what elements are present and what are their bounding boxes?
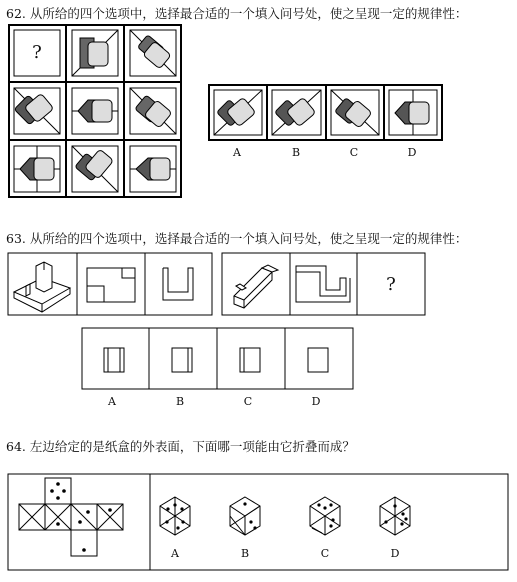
q63-label-d: D — [311, 395, 321, 408]
q62-label-a: A — [233, 146, 241, 159]
q63-option-d — [308, 348, 328, 372]
q64-title: 64. 左边给定的是纸盒的外表面，下面哪一项能由它折叠而成？ — [6, 439, 355, 454]
q62-option-d — [395, 90, 429, 135]
q63-title: 63. 从所给的四个选项中，选择最合适的一个填入问号处，使之呈现一定的规律性： — [6, 231, 468, 246]
q62-question-mark: ? — [32, 42, 42, 63]
q64-label-b: B — [240, 547, 250, 560]
q64-net — [19, 478, 123, 556]
q62-cell-1-2 — [72, 30, 118, 76]
q64-label-a: A — [171, 547, 179, 560]
q63-view-2 — [87, 268, 135, 302]
q62-cell-2-3 — [130, 88, 176, 134]
q64-option-d — [380, 497, 410, 535]
q63-label-a: A — [108, 395, 116, 408]
q64-label-c: C — [320, 547, 330, 560]
q63-label-b: B — [175, 395, 185, 408]
q63-label-c: C — [243, 395, 253, 408]
q63-option-b — [172, 348, 192, 372]
q62-option-a — [214, 90, 262, 135]
q63-solid-4 — [234, 265, 278, 308]
q62-cell-1-3 — [130, 30, 176, 76]
q62-cell-3-2 — [72, 146, 118, 192]
q63-view-3 — [163, 268, 193, 300]
q62-cell-2-2 — [72, 100, 118, 122]
q62-label-d: D — [407, 146, 417, 159]
q62-option-b — [272, 90, 321, 135]
q62-label-c: C — [349, 146, 359, 159]
q64-option-a — [160, 497, 190, 535]
q64-option-c — [310, 497, 340, 535]
q63-view-5 — [296, 266, 350, 302]
q62-cell-2-1 — [14, 88, 60, 134]
q63-option-a — [104, 348, 124, 372]
q63-question-mark: ? — [386, 274, 396, 295]
q62-option-c — [331, 90, 379, 135]
q63-solid-1 — [14, 262, 70, 312]
q62-label-b: B — [291, 146, 301, 159]
q62-cell-3-1 — [14, 146, 60, 192]
q64-net-dots — [50, 482, 112, 552]
q62-cell-3-3 — [130, 158, 176, 180]
q63-option-c — [240, 348, 260, 372]
q62-title: 62. 从所给的四个选项中，选择最合适的一个填入问号处，使之呈现一定的规律性： — [6, 6, 468, 21]
q64-label-d: D — [390, 547, 400, 560]
